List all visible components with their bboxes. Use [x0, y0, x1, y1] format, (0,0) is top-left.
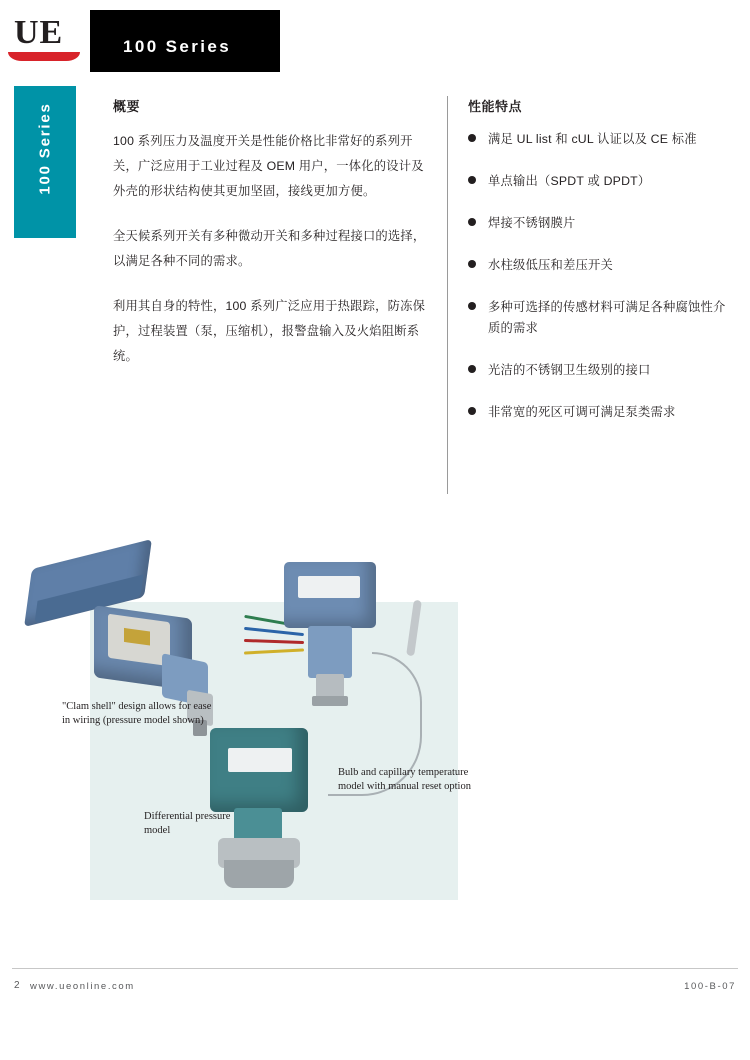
column-divider [447, 96, 448, 494]
bullet-icon [468, 365, 476, 373]
series-title-bar [90, 10, 280, 72]
caption-clamshell: "Clam shell" design allows for ease in wiring (pressure model shown) [62, 701, 212, 726]
logo-text: UE [14, 14, 64, 51]
bulb-neck [308, 626, 352, 678]
bullet-icon [468, 260, 476, 268]
feature-text: 水柱级低压和差压开关 [488, 258, 613, 272]
page-number: 2 [14, 980, 20, 991]
differential-nameplate [228, 748, 292, 772]
overview-paragraph-3: 利用其自身的特性，100 系列广泛应用于热跟踪，防冻保护，过程装置（泵，压缩机），报警盘输入及火焰阻断系统。 [113, 299, 426, 363]
footer-doc-code: 100-B-07 [684, 981, 736, 992]
overview-paragraph-1: 100 系列压力及温度开关是性能价格比非常好的系列开关，广泛应用于工业过程及 OEM 用户，一体化的设计及外壳的形状结构使其更加坚固，接线更加方便。 [113, 134, 424, 198]
footer-divider [12, 968, 738, 969]
overview-paragraph-2: 全天候系列开关有多种微动开关和多种过程接口的选择，以满足各种不同的需求。 [113, 229, 426, 268]
overview-heading: 概要 [113, 99, 141, 114]
series-title: 100 Series [123, 37, 232, 56]
feature-text: 多种可选择的传感材料可满足各种腐蚀性介质的需求 [488, 300, 726, 335]
footer-url: www.ueonline.com [30, 981, 135, 992]
bullet-icon [468, 134, 476, 142]
features-section [468, 96, 730, 444]
list-item [468, 360, 730, 381]
caption-bulb: Bulb and capillary temperature model with manual reset option [338, 767, 471, 792]
bullet-icon [468, 176, 476, 184]
bullet-icon [468, 218, 476, 226]
list-item [468, 213, 730, 234]
bullet-icon [468, 302, 476, 310]
feature-text: 单点输出（SPDT 或 DPDT） [488, 174, 651, 188]
features-heading: 性能特点 [468, 99, 523, 114]
brand-logo [0, 0, 90, 72]
product-photo-group [12, 540, 512, 920]
caption-differential: Differential pressure model [144, 811, 231, 836]
features-list [468, 129, 730, 423]
overview-section [113, 96, 433, 389]
list-item [468, 129, 730, 150]
list-item [468, 171, 730, 192]
side-tab [14, 86, 76, 238]
logo-swoosh-icon [8, 52, 80, 61]
feature-text: 焊接不锈钢膜片 [488, 216, 576, 230]
list-item [468, 402, 730, 423]
bulb-nameplate [298, 576, 360, 598]
clamshell-internals [108, 614, 170, 667]
list-item [468, 297, 730, 339]
feature-text: 非常宽的死区可调可满足泵类需求 [488, 405, 676, 419]
feature-text: 满足 UL list 和 cUL 认证以及 CE 标准 [488, 132, 697, 146]
differential-base [224, 860, 294, 888]
bullet-icon [468, 407, 476, 415]
side-tab-label: 100 Series [36, 102, 54, 195]
feature-text: 光洁的不锈钢卫生级别的接口 [488, 363, 651, 377]
list-item [468, 255, 730, 276]
